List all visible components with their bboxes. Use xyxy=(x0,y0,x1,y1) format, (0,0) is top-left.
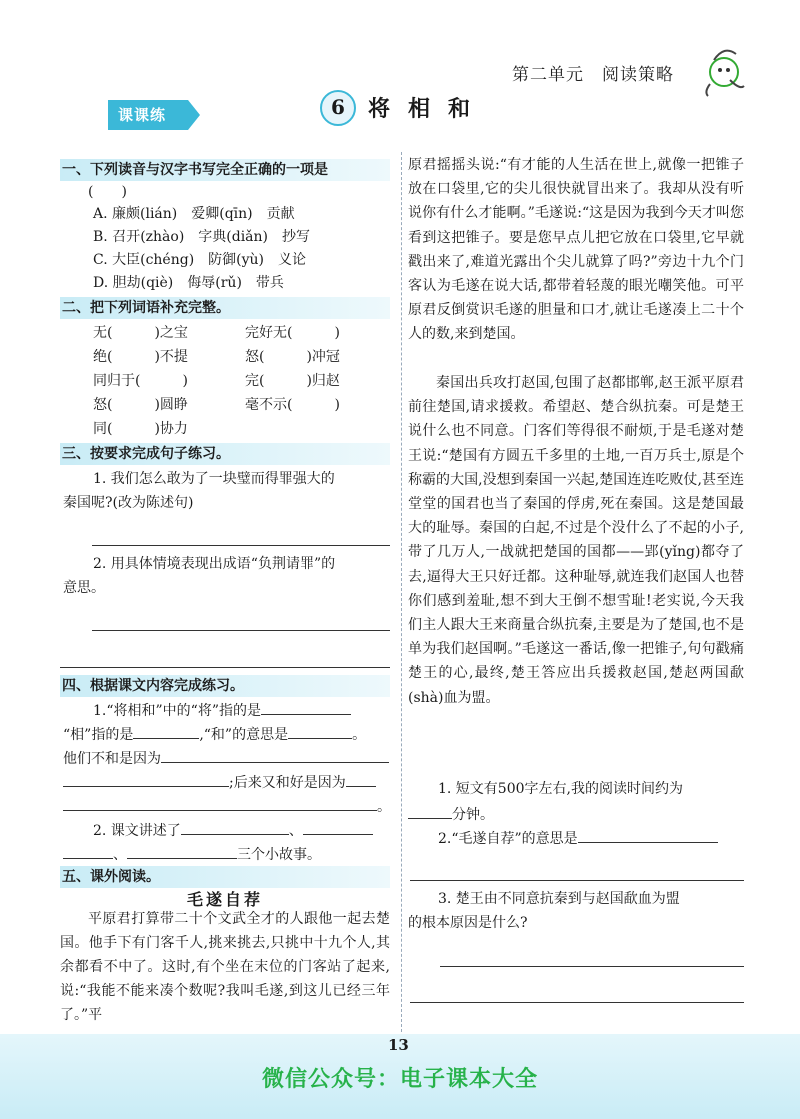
fill-blank[interactable] xyxy=(63,770,229,787)
section-heading-1: 一、下列读音与汉字书写完全正确的一项是 xyxy=(60,159,390,181)
reading-q1: 分钟。 xyxy=(408,802,494,826)
idiom-item[interactable]: 怒( )冲冠 xyxy=(245,349,340,365)
q4-text: 。 xyxy=(63,794,391,818)
page-number: 13 xyxy=(388,1036,409,1054)
idiom-item[interactable]: 同( )协力 xyxy=(93,421,188,437)
idiom-item[interactable]: 无( )之宝 xyxy=(93,325,188,341)
fill-blank[interactable] xyxy=(63,794,377,811)
fill-blank[interactable] xyxy=(578,826,718,843)
option-a: A. 廉颇(lián) 爱卿(qīn) 贡献 xyxy=(93,206,295,222)
lesson-number: 6 xyxy=(331,95,345,119)
fill-blank[interactable] xyxy=(408,802,452,819)
answer-line[interactable] xyxy=(92,630,390,631)
answer-line[interactable] xyxy=(440,966,744,967)
idiom-item[interactable]: 绝( )不提 xyxy=(93,349,188,365)
idiom-item[interactable]: 完好无( ) xyxy=(245,325,340,341)
option-b: B. 召开(zhào) 字典(diǎn) 抄写 xyxy=(93,229,311,245)
story-paragraph: 秦国出兵攻打赵国,包围了赵都邯郸,赵王派平原君前往楚国,请求援救。希望赵、楚合纵抗秦。可是楚王说什么也不同意。门客们等得很不耐烦,于是毛遂对楚王说:“楚国有方圆五千多里的土地,一百万兵士,原是个称霸的大国,没想到秦国一兴起,楚国连连吃败仗,甚至连堂堂的国君也当了秦国的俘虏,死在秦国。这是楚国最大的耻辱。秦国的白起,不过是个没什么了不起的小子,带了几万人,一战就把楚国的国都——郢(yǐng)都夺了去,逼得大王只好迁都。这种耻辱,就连我们赵国人也替你们感到羞耻,想不到大王倒不想雪耻!老实说,今天我们主人跟大王来商量合纵抗秦,主要是为了楚国,也不是单为我们赵国啊。”毛遂这一番话,像一把锥子,句句戳痛楚王的心,最终,楚王答应出兵援救赵国,楚赵两国歃(shà)血为盟。 xyxy=(408,375,744,706)
unit-title: 第二单元 阅读策略 xyxy=(512,65,674,85)
answer-line[interactable] xyxy=(92,545,390,546)
fill-blank[interactable] xyxy=(63,842,113,859)
q4-text: ;后来又和好是因为 xyxy=(63,770,376,794)
idiom-item[interactable]: 怒( )圆睁 xyxy=(93,397,188,413)
story-title: 毛遂自荐 xyxy=(187,890,264,909)
q4-text: “相”指的是 ,“和”的意思是 。 xyxy=(63,722,366,746)
option-c: C. 大臣(chéng) 防御(yù) 义论 xyxy=(93,252,307,268)
column-divider xyxy=(401,152,402,1032)
option-d: D. 胆劫(qiè) 侮辱(rǔ) 带兵 xyxy=(93,275,284,291)
q3-item1-text: 秦国呢?(改为陈述句) xyxy=(63,495,194,511)
section-heading-4: 四、根据课文内容完成练习。 xyxy=(60,675,390,697)
section-heading-5: 五、课外阅读。 xyxy=(60,866,390,888)
fill-blank[interactable] xyxy=(288,722,352,739)
banner-label: 课课练 xyxy=(118,106,167,124)
lesson-title: 将相和 xyxy=(368,96,489,122)
fill-blank[interactable] xyxy=(161,746,389,763)
fill-blank[interactable] xyxy=(133,722,199,739)
story-paragraph: 平原君打算带二十个文武全才的人跟他一起去楚国。他手下有门客千人,挑来挑去,只挑中十九个人,其余都看不中了。这时,有个坐在末位的门客站了起来,说:“我能不能来凑个数呢?我叫毛遂,到这儿已经三年了。”平 xyxy=(60,911,390,1023)
q4-text: 他们不和是因为 xyxy=(63,746,389,770)
section-heading-3: 三、按要求完成句子练习。 xyxy=(60,443,390,465)
reading-q3: 的根本原因是什么? xyxy=(408,915,528,931)
reading-q2: 2.“毛遂自荐”的意思是 xyxy=(438,826,718,850)
idiom-item[interactable]: 毫不示( ) xyxy=(245,397,340,413)
fill-blank[interactable] xyxy=(261,698,351,715)
q4-text: 1.“将相和”中的“将”指的是 xyxy=(93,698,351,722)
answer-line[interactable] xyxy=(410,880,744,881)
idiom-item[interactable]: 同归于( ) xyxy=(93,373,188,389)
q4-text: 2. 课文讲述了 、 xyxy=(93,818,373,842)
idiom-item[interactable]: 完( )归赵 xyxy=(245,373,340,389)
answer-line[interactable] xyxy=(410,1002,744,1003)
story-paragraph: 原君摇摇头说:“有才能的人生活在世上,就像一把锥子放在口袋里,它的尖儿很快就冒出来了。我却从没有听说你有什么才能啊。”毛遂说:“这是因为我到今天才叫您看到这把锥子。要是您早点儿把它放在口袋里,它早就戳出来了,难道光露出个尖儿就算了吗?”旁边十九个门客认为毛遂在说大话,都带着轻蔑的眼光嘲笑他。可平原君反倒赏识毛遂的胆量和口才,就让毛遂凑上二十个人的数,来到楚国。 xyxy=(408,157,744,343)
q3-item1-text: 1. 我们怎么敢为了一块璧而得罪强大的 xyxy=(93,471,335,487)
section-heading-2: 二、把下列词语补充完整。 xyxy=(60,297,390,319)
fill-blank[interactable] xyxy=(346,770,376,787)
fill-blank[interactable] xyxy=(181,818,289,835)
q3-item2-text: 2. 用具体情境表现出成语“负荆请罪”的 xyxy=(93,556,336,572)
reading-q3: 3. 楚王由不同意抗秦到与赵国歃血为盟 xyxy=(438,891,680,907)
reading-q1: 1. 短文有500字左右,我的阅读时间约为 xyxy=(438,781,683,797)
q3-item2-text: 意思。 xyxy=(63,580,105,596)
fill-blank[interactable] xyxy=(303,818,373,835)
fill-blank[interactable] xyxy=(127,842,237,859)
decoration-icon xyxy=(700,40,748,100)
answer-paren[interactable]: ( ) xyxy=(88,184,127,200)
q4-text: 、 三个小故事。 xyxy=(63,842,321,866)
answer-line[interactable] xyxy=(60,667,390,668)
footer-watermark: 微信公众号：电子课本大全 xyxy=(261,1067,538,1092)
